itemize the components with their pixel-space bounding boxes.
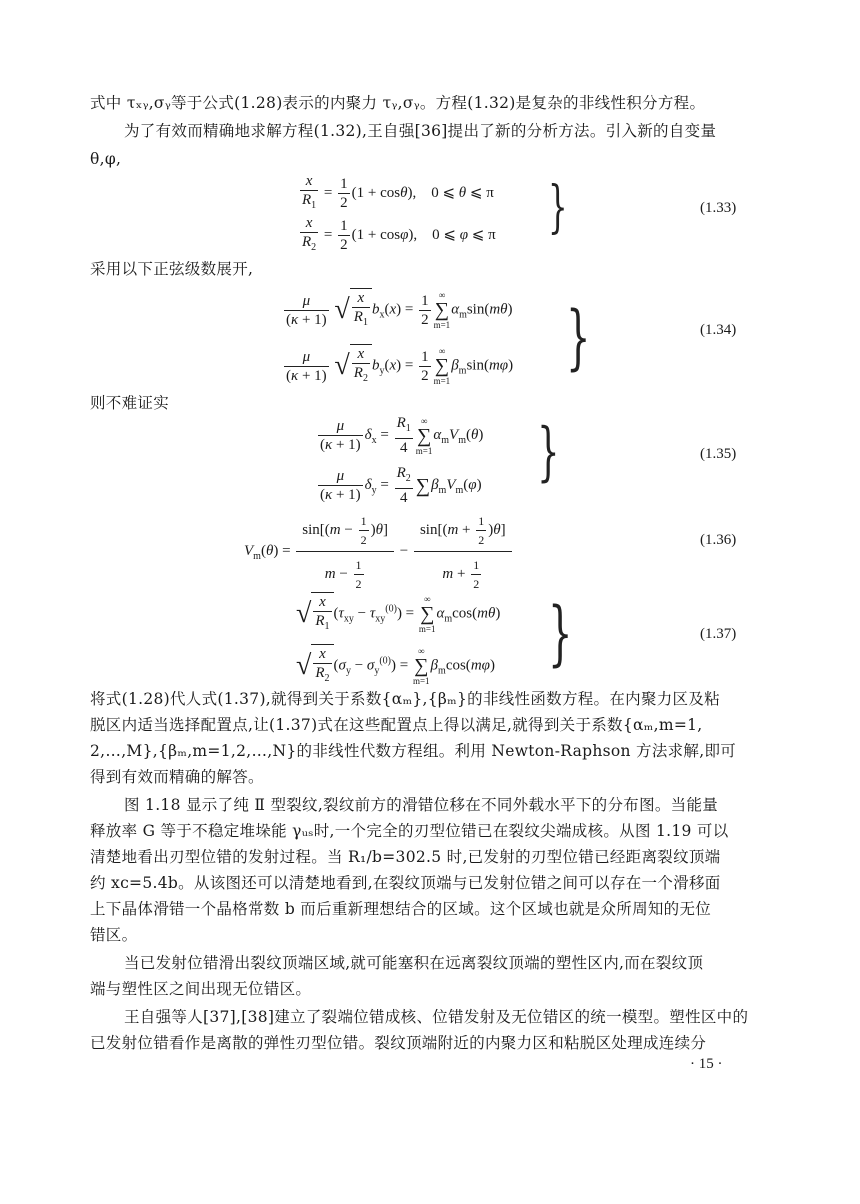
equation-number-1-37: (1.37) bbox=[700, 626, 737, 642]
paragraph-4-line-2: 已发射位错看作是离散的弹性刃型位错。裂纹顶端附近的内聚力区和粘脱区处理成连续分 bbox=[90, 1034, 707, 1052]
paragraph-4-line-1: 王自强等人[37],[38]建立了裂端位错成核、位错发射及无位错区的统一模型。塑性区中的 bbox=[124, 1008, 749, 1026]
paragraph-2-line-2: 释放率 G 等于不稳定堆垛能 γᵤₛ时,一个完全的刃型位错已在裂纹尖端成核。从图 1.19 可以 bbox=[90, 822, 729, 840]
equation-number-1-36: (1.36) bbox=[700, 532, 737, 548]
paragraph-3-line-2: 端与塑性区之间出现无位错区。 bbox=[90, 980, 312, 998]
paragraph-2-line-4: 约 xᴄ=5.4b。从该图还可以清楚地看到,在裂纹顶端与已发射位错之间可以存在一个滑移面 bbox=[90, 874, 721, 892]
text-line-2: 为了有效而精确地求解方程(1.32),王自强[36]提出了新的分析方法。引入新的自变量 bbox=[124, 122, 717, 140]
paragraph-3-line-1: 当已发射位错滑出裂纹顶端区域,就可能塞积在远离裂纹顶端的塑性区内,而在裂纹顶 bbox=[124, 954, 704, 972]
text-line-5: 则不难证实 bbox=[90, 394, 170, 412]
paragraph-1-line-2: 脱区内适当选择配置点,让(1.37)式在这些配置点上得以满足,就得到关于系数{αₘ,m=1, bbox=[90, 716, 703, 734]
paragraph-2-line-3: 清楚地看出刃型位错的发射过程。当 R₁/b=302.5 时,已发射的刃型位错已经距离裂纹顶端 bbox=[90, 848, 721, 866]
page-number: · 15 · bbox=[690, 1056, 723, 1072]
equation-number-1-34: (1.34) bbox=[700, 322, 737, 338]
paragraph-1-line-1: 将式(1.28)代人式(1.37),就得到关于系数{αₘ},{βₘ}的非线性函数方程。在内聚力区及粘 bbox=[90, 690, 720, 708]
text-line-4: 采用以下正弦级数展开, bbox=[90, 260, 254, 278]
text-line-1: 式中 τₓᵧ,σᵧ等于公式(1.28)表示的内聚力 τᵧ,σᵧ。方程(1.32)是复杂的非线性积分方程。 bbox=[90, 94, 706, 112]
text-line-3: θ,φ, bbox=[90, 150, 122, 168]
equation-number-1-35: (1.35) bbox=[700, 446, 737, 462]
paragraph-2-line-1: 图 1.18 显示了纯 Ⅱ 型裂纹,裂纹前方的滑错位移在不同外载水平下的分布图。当能量 bbox=[124, 796, 719, 814]
paragraph-2-line-5: 上下晶体滑错一个晶格常数 b 而后重新理想结合的区域。这个区域也就是众所周知的无位 bbox=[90, 900, 712, 918]
paragraph-1-line-4: 得到有效而精确的解答。 bbox=[90, 768, 264, 786]
paragraph-2-line-6: 错区。 bbox=[90, 926, 138, 944]
equation-number-1-33: (1.33) bbox=[700, 200, 737, 216]
paragraph-1-line-3: 2,…,M},{βₘ,m=1,2,…,N}的非线性代数方程组。利用 Newton-Raphson 方法求解,即可 bbox=[90, 742, 737, 760]
